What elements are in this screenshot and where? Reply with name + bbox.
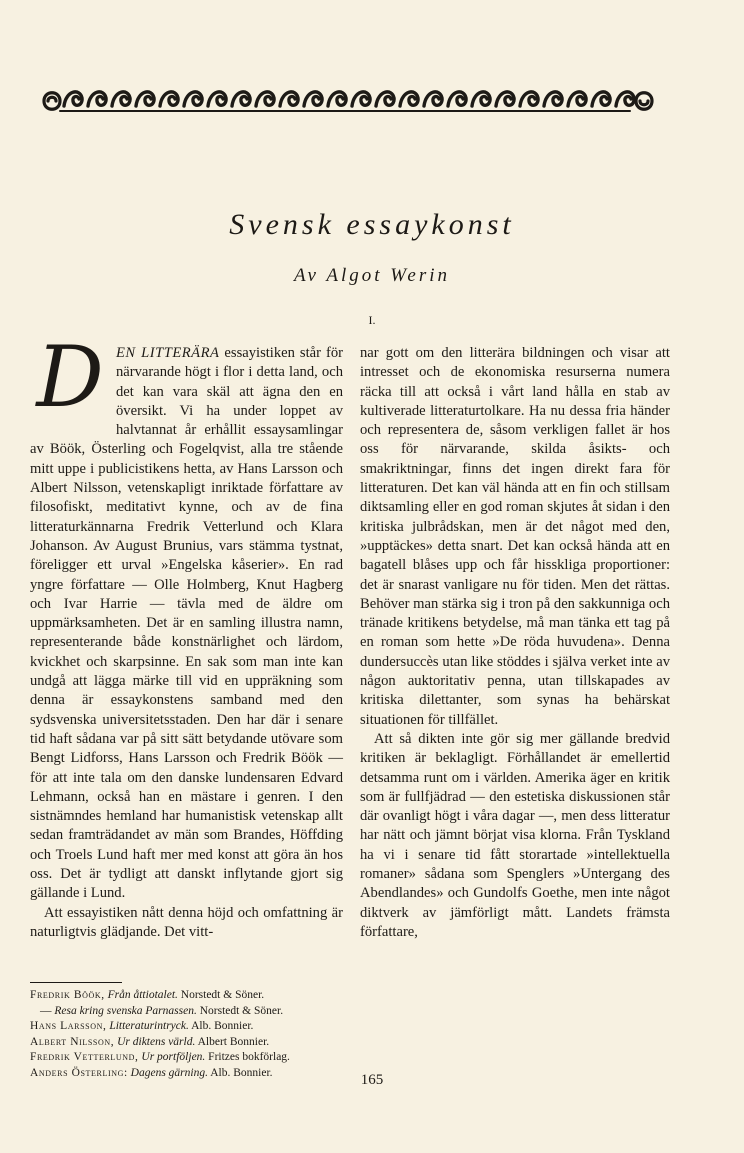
article-title: Svensk essaykonst <box>229 208 515 241</box>
page-number: 165 <box>360 1072 384 1088</box>
footnote-work: Litteraturintryck. <box>109 1020 189 1033</box>
footnote-publisher: Norstedt & Söner. <box>199 1004 284 1017</box>
scroll-wave <box>592 92 610 106</box>
left-column <box>30 328 343 942</box>
lead-in-text: EN LITTERÄRA <box>116 345 220 361</box>
scroll-wave <box>304 92 322 106</box>
footnote-author: Anders Österling: <box>30 1066 128 1079</box>
paragraph: Att så dikten inte gör sig mer gällande bredvid kritiken är beklagligt. Förhållandet är emellertid detsamma runt om i världen. Amerika äger en kritik som är fullfjädrad — den estetiska diskussionen står där ovanligt högt i våra dagar —, men dess litteratur har nätt och jämnt börjat visa klorna. Från Tyskland ha vi i senare tid fått storartade »intellektuella romaner» sådana som Spenglers »Untergang des Abendlandes» och Gundolfs Goethe, men inte något diktverk av jämförligt mått. Landets främsta författare, <box>360 730 670 940</box>
scroll-wave <box>136 92 154 106</box>
scroll-wave <box>496 92 514 106</box>
footnote-author: Albert Nilsson, <box>30 1035 115 1048</box>
author-byline: Av Algot Werin <box>294 265 450 286</box>
scroll-wave <box>472 92 490 106</box>
footnote-work: Från åttiotalet. <box>107 989 178 1001</box>
footnote-work: Ur portföljen. <box>141 1051 206 1064</box>
scroll-wave <box>232 92 250 106</box>
footnote-publisher: Alb. Bonnier. <box>191 1020 254 1033</box>
paragraph-text: essayistiken står för närvarande högt i flor i detta land, och det kan vara skäl att ägna den en översikt. Vi ha under loppet av halvtannat år erhållit essaysamlingar av Böök, Österling och Fogelqvist, alla tre stående mitt uppe i publicistikens hetta, av Hans Larsson och Albert Nilsson, vetenskapligt inriktade författare av filosofiskt, meditativt kynne, och av de fina litteraturkännarna Fredrik Vetterlund och Klara Johanson. Av August Brunius, vars stämma tystnat, föreligger ett urval »Engelska kåserier». En rad yngre författare — Olle Holmberg, Knut Hagberg och Ivar Harrie — tävla med de äldre om uppmärksamheten. Det är en samling illustra namn, representerande både konstnärlighet och lärdom, kvickhet och skarpsinne. En sak som man inte kan undgå att lägga märke till vid en uppräkning som denna är essaykonstens samband med den sydsvenska universitetsstaden. Den har där i senare tid haft sådana var på sitt sätt betydande utövare som Bengt Lidforss, Hans Larsson och Fredrik Böök — för att inte tala om den danske lundensaren Edvard Lehmann, också han en mästare i genren. I den sistnämndes hemland har humanistisk vetenskap allt sedan framträdandet av män som Brandes, Höffding och Troels Lund haft mer med konst att göra än hos oss. Det är tydligt att danskt inflytande gjort sig gällande i Lund. <box>30 345 343 902</box>
scroll-wave <box>64 92 82 106</box>
footnote-divider <box>30 982 122 983</box>
section-number: I. <box>368 313 376 327</box>
scroll-wave <box>568 92 586 106</box>
scroll-wave <box>448 92 466 106</box>
scroll-wave <box>328 92 346 106</box>
scroll-wave <box>616 92 634 106</box>
footnote-work: Ur diktens värld. <box>117 1035 196 1048</box>
footnote-publisher: Fritzes bokförlag. <box>208 1051 290 1064</box>
footnote-work: Dagens gärning. <box>130 1066 208 1079</box>
footnote <box>30 988 670 1004</box>
drop-cap: D <box>36 328 104 426</box>
scroll-wave <box>376 92 394 106</box>
scroll-wave <box>256 92 274 106</box>
footnote <box>30 1050 670 1066</box>
footnote-author: Fredrik Böök, <box>30 989 105 1001</box>
footnote-work: Resa kring svenska Parnassen. <box>54 1004 197 1017</box>
right-column <box>360 344 670 942</box>
decorative-scroll-border <box>30 84 666 118</box>
scroll-wave <box>424 92 442 106</box>
footnote <box>30 1004 670 1020</box>
footnote-author: — <box>40 1004 52 1017</box>
footnote-publisher: Norstedt & Söner. <box>180 989 265 1001</box>
footnotes <box>30 988 670 1082</box>
scroll-wave <box>520 92 538 106</box>
scroll-wave <box>280 92 298 106</box>
scroll-wave <box>208 92 226 106</box>
footnote <box>30 1035 670 1051</box>
footnote-publisher: Alb. Bonnier. <box>210 1066 273 1079</box>
scroll-wave <box>88 92 106 106</box>
scroll-wave <box>352 92 370 106</box>
footnote-publisher: Albert Bonnier. <box>197 1035 270 1048</box>
footnote <box>30 1019 670 1035</box>
scroll-wave <box>160 92 178 106</box>
footnote-author: Hans Larsson, <box>30 1020 107 1033</box>
opening-paragraph <box>30 328 343 904</box>
scroll-wave <box>400 92 418 106</box>
footnote-author: Fredrik Vetterlund, <box>30 1051 139 1064</box>
scroll-wave <box>544 92 562 106</box>
paragraph: Att essayistiken nått denna höjd och omfattning är naturligtvis glädjande. Det vitt- <box>30 904 343 940</box>
scroll-wave <box>112 92 130 106</box>
scroll-wave <box>184 92 202 106</box>
paragraph: nar gott om den litterära bildningen och visar att intresset och de ekonomiska resurserna numera räcka till att också i vårt land hålla en stab av kultiverade litteraturtolkare. Ha nu dessa fria händer och representera de, såsom verkligen fallet är hos oss för närvarande, skilda åsikts- och smakriktningar, finns det ingen direkt fara för litteraturen. Det kan väl hända att en fin och stillsam diktsamling eller en god roman skjutes åt sidan i den kritiska julbrådskan, men är det något med den, »upptäckes» detta snart. Det kan också hända att en bagatell blåses upp och får hisskliga proportioner: det är snarast vanligare nu för tiden. Men det rättas. Behöver man stärka sig i tron på den sakkunniga och tränade kritikens betydelse, må man tänka ett tag på en roman som hette »De röda huvudena». Denna dundersuccès utan like stöddes i själva verket inte av någon auktoritativ penna, utan tillskapades av kritiska dilettanter, som synas ha behärskat situationen för tillfället. <box>360 345 670 728</box>
